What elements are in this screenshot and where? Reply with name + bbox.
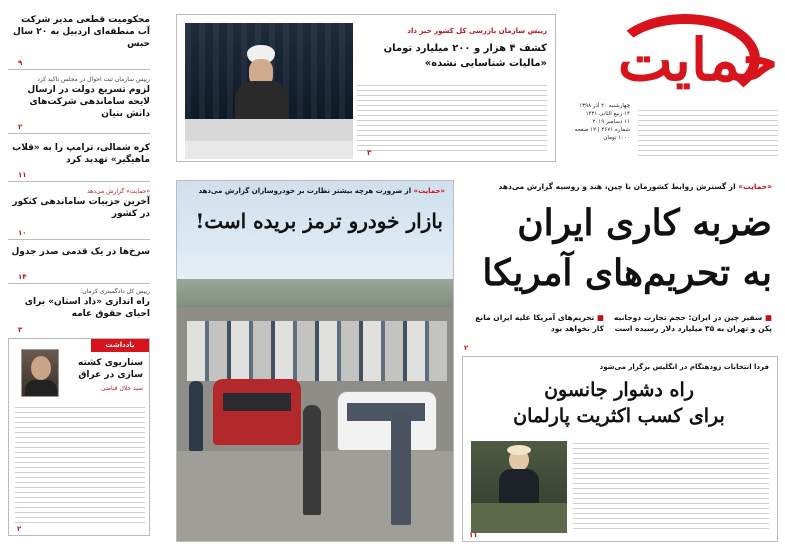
column-author: سید جلال فیاضی (100, 385, 143, 392)
sidebar-headline: راه اندازی «داد استان» برای احیای حقوق عامه (24, 297, 150, 319)
page-number: ۹ (18, 59, 23, 67)
issue-number: شماره ۴۶۷۱ | ۱۲ صفحه (574, 127, 630, 133)
top-story-body (357, 81, 547, 155)
column-body (15, 403, 145, 523)
issue-gregorian-date: ۱۱ دسامبر ۲۰۱۹ (592, 119, 630, 125)
sidebar-headline: سرخ‌ها در یک قدمی صدر جدول (11, 247, 150, 257)
uk-photo (471, 441, 567, 533)
sidebar-kicker: رییس سازمان ثبت احوال در مجلس تاکید کرد (37, 76, 150, 83)
lead-kicker-brand: «حمایت» (738, 182, 772, 191)
issue-price: ۱۰۰۰ تومان (603, 135, 630, 141)
page-number: ۱۰ (18, 229, 27, 237)
page-number: ۳ (18, 326, 23, 334)
issue-hijri-date: ۱۴ ربیع الثانی ۱۴۴۱ (585, 111, 630, 117)
masthead (562, 10, 778, 170)
logo: حمایت (617, 26, 778, 94)
lead-subhead-text: سفیر چین در ایران: حجم تجارت دوجانبه پکن و تهران به ۳۵ میلیارد دلار رسیده است (613, 313, 772, 333)
person (303, 405, 321, 515)
uk-headline-line2: برای کسب اکثریت پارلمان (513, 405, 725, 427)
sidebar (8, 8, 150, 544)
red-car (213, 379, 301, 445)
page-number: ۱۱ (18, 171, 27, 179)
page-number: ۲ (18, 123, 23, 131)
uk-kicker: فردا انتخابات زودهنگام در انگلیس برگزار می‌شود (599, 363, 769, 371)
column-label: یادداشت (91, 339, 149, 352)
sidebar-headline: لزوم تسریع دولت در ارسال لایحه ساماندهی شرکت‌های دانش بنیان (27, 85, 150, 119)
sidebar-item[interactable] (8, 242, 150, 284)
lead-kicker: از گسترش روابط کشورمان با چین، هند و روسیه گزارش می‌دهد (498, 182, 739, 191)
page-number: ۲ (464, 344, 469, 352)
sidebar-headline: محکومیت قطعی مدیر شرکت آب منطقه‌ای اردبیل به ۲۰ سال حبس (13, 15, 150, 49)
white-car-window (347, 403, 425, 421)
sidebar-headline: کره شمالی، ترامپ را به «قلاب ماهیگیر» تهدید کرد (12, 143, 150, 165)
person (391, 413, 411, 525)
issue-info (558, 102, 630, 142)
page-number: ۲ (17, 525, 22, 533)
top-story[interactable] (176, 14, 556, 162)
column-title: سناریوی کشته سازی در عراق (77, 358, 143, 380)
author-photo (21, 349, 59, 397)
issue-date: چهارشنبه ۲۰ آذر ۱۳۹۸ (579, 103, 630, 109)
white-car (337, 391, 437, 451)
sidebar-kicker: «حمایت» گزارش می‌دهد (87, 188, 150, 195)
sidebar-item[interactable] (8, 72, 150, 134)
uk-headline-line1: راه دشوار جانسون (544, 379, 694, 401)
car-rows (187, 321, 447, 381)
sidebar-kicker: رییس کل دادگستری کرمان: (80, 288, 150, 295)
sidebar-headline: آخرین جزییات ساماندهی کنکور در کشور (12, 197, 150, 219)
page-number: ۳ (367, 149, 372, 157)
lead-story[interactable] (462, 176, 778, 356)
column-box[interactable] (8, 338, 150, 536)
uk-body (573, 439, 769, 533)
lead-subhead: ■ سفیر چین در ایران: حجم تجارت دوجانبه پکن و تهران به ۳۵ میلیارد دلار رسیده است (613, 313, 772, 333)
page-number: ۱۱ (469, 531, 478, 539)
photo-caption (185, 141, 353, 159)
lead-subhead-text: تحریم‌های آمریکا علیه ایران مانع کار نخواهد بود (475, 313, 604, 333)
top-story-photo (185, 23, 353, 141)
car-kicker: از ضرورت هرچه بیشتر نظارت بر خودروسازان گزارش می‌دهد (198, 187, 414, 195)
sidebar-item[interactable] (8, 8, 150, 70)
hills (177, 279, 454, 309)
lead-subhead: ■ تحریم‌های آمریکا علیه ایران مانع کار نخواهد بود (475, 313, 604, 333)
sidebar-item[interactable] (8, 286, 150, 336)
person (189, 381, 203, 451)
sidebar-item[interactable] (8, 184, 150, 240)
car-headline: بازار خودرو ترمز بریده است! (195, 209, 443, 233)
lead-headline-line1: ضربه کاری ایران (517, 202, 772, 244)
lead-headline-line2: به تحریم‌های آمریکا (482, 252, 772, 294)
uk-story[interactable] (462, 356, 778, 542)
page-number: ۱۴ (18, 273, 27, 281)
car-story[interactable] (176, 180, 454, 542)
car-kicker-brand: «حمایت» (413, 187, 445, 195)
top-story-kicker: رییس سازمان بازرسی کل کشور خبر داد (407, 27, 547, 35)
masthead-body (638, 106, 778, 156)
sidebar-item[interactable] (8, 136, 150, 182)
red-car-window (223, 393, 291, 411)
top-story-headline: کشف ۴ هزار و ۲۰۰ میلیارد تومان «مالیات شناسایی نشده» (383, 43, 547, 69)
